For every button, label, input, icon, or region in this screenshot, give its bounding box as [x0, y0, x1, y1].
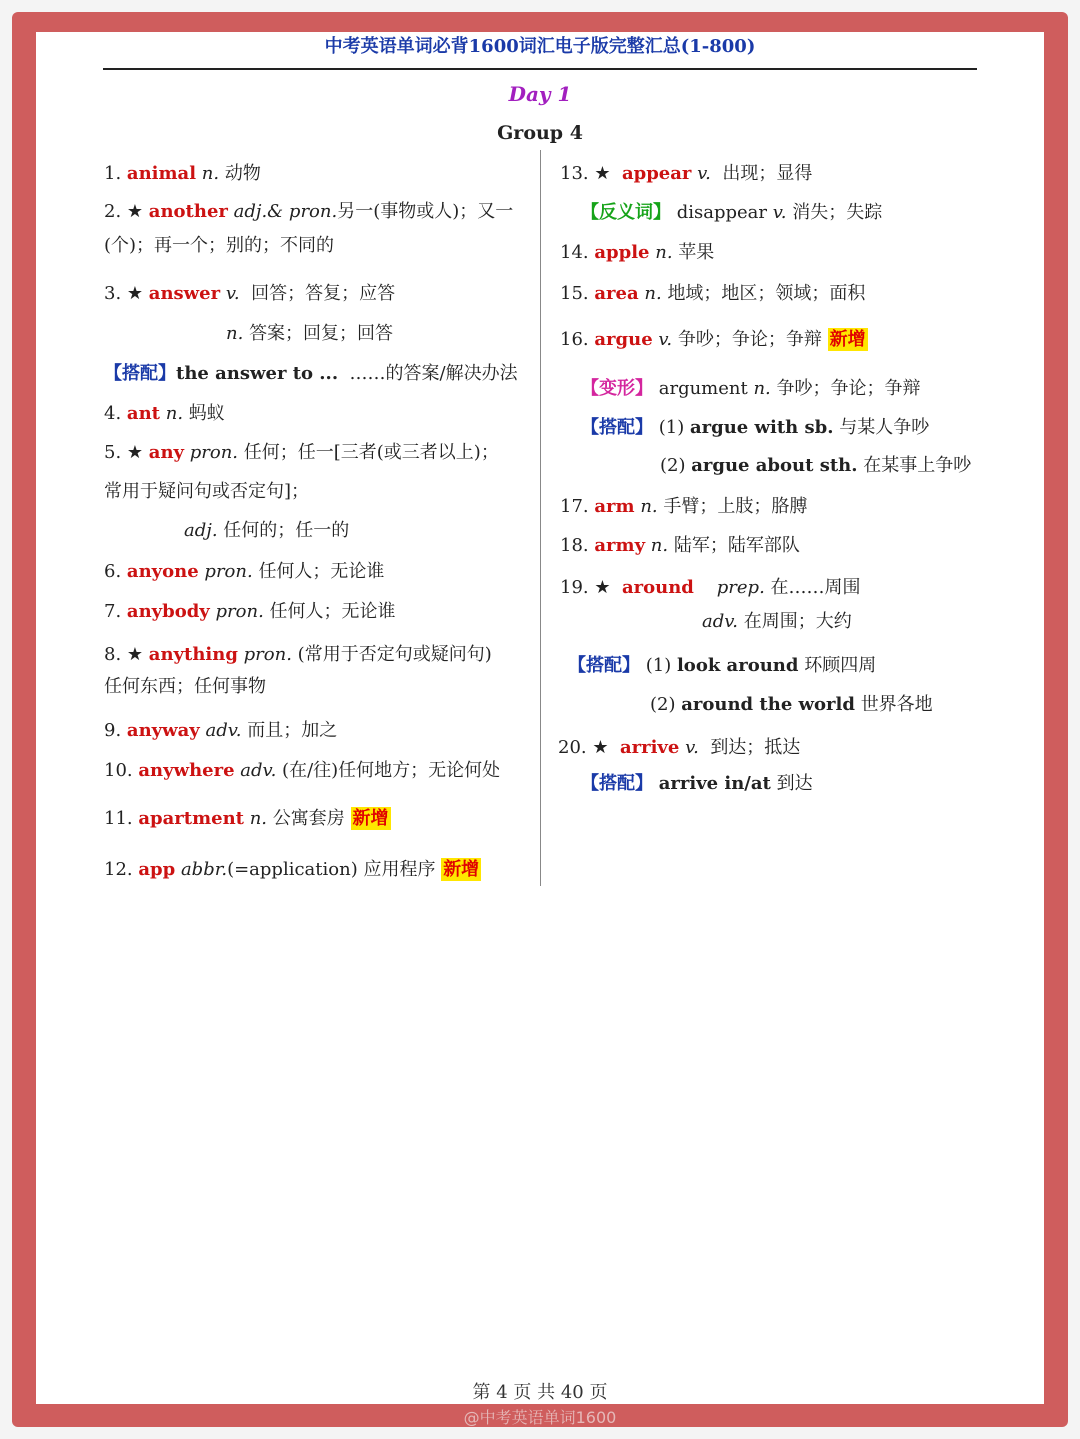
entry-definition: 任何人；无论谁 — [269, 601, 396, 622]
entry-6 — [104, 560, 384, 584]
entry-16-variant — [581, 377, 921, 401]
entry-pos: v. — [697, 163, 711, 184]
collocation-phrase: look around — [676, 655, 799, 676]
star-icon: ★ — [594, 163, 611, 184]
entry-number: 1. — [104, 163, 122, 184]
entry-pos: n. — [640, 496, 658, 517]
entry-word: area — [594, 283, 639, 304]
collocation-index: (1) — [658, 417, 685, 438]
entry-19-collocation-2 — [650, 693, 933, 717]
entry-20 — [558, 736, 800, 760]
page-footer: 第 4 页 共 40 页 — [472, 1382, 608, 1403]
collocation-phrase: arrive in/at — [658, 773, 771, 794]
entry-13-antonym — [581, 201, 882, 225]
entry-definition: 任何人；无论谁 — [258, 561, 385, 582]
entry-number: 13. — [560, 163, 589, 184]
entry-number: 16. — [560, 329, 589, 350]
entry-3 — [104, 282, 395, 306]
entry-2-continued: (个)；再一个；别的；不同的 — [104, 235, 335, 256]
entry-7 — [104, 600, 396, 624]
entry-number: 7. — [104, 601, 122, 622]
collocation-phrase: argue about sth. — [691, 455, 858, 476]
entry-4 — [104, 402, 225, 426]
star-icon: ★ — [126, 201, 144, 222]
entry-word: arrive — [619, 737, 680, 758]
entry-number: 4. — [104, 403, 122, 424]
collocation-index: (1) — [645, 655, 672, 676]
entry-pos: adv. — [205, 720, 242, 741]
entry-pos: n. — [753, 378, 771, 399]
entry-definition: 地域；地区；领域；面积 — [667, 283, 866, 304]
entry-2 — [104, 200, 513, 224]
entry-word: any — [148, 442, 185, 463]
collocation-definition: 环顾四周 — [804, 655, 877, 676]
new-badge: 新增 — [352, 808, 389, 829]
entry-3-collocation — [104, 362, 518, 386]
entry-13 — [560, 162, 812, 186]
entry-pos: prep. — [716, 577, 765, 598]
entry-number: 19. — [560, 577, 589, 598]
collocation-tag: 【搭配】 — [581, 773, 653, 794]
collocation-definition: 与某人争吵 — [839, 417, 930, 438]
star-icon: ★ — [126, 442, 144, 463]
collocation-tag: 【搭配】 — [568, 655, 640, 676]
collocation-definition: 世界各地 — [860, 694, 933, 715]
collocation-phrase: the answer to ... — [176, 363, 339, 384]
entry-word: ant — [126, 403, 160, 424]
entry-definition: 任何的；任一的 — [223, 520, 350, 541]
entry-definition: 争吵；争论；争辩 — [677, 329, 822, 350]
new-badge: 新增 — [443, 859, 480, 880]
entry-16 — [560, 328, 868, 352]
entry-word: app — [138, 859, 176, 880]
document-page — [36, 32, 1044, 1427]
entry-5-continued: 常用于疑问句或否定句]； — [104, 481, 310, 502]
entry-number: 20. — [558, 737, 587, 758]
entry-definition: (在/往)任何地方；无论何处 — [282, 760, 501, 781]
entry-pos: pron. — [189, 442, 239, 463]
entry-definition: 争吵；争论；争辩 — [776, 378, 921, 399]
entry-8-continued: 任何东西；任何事物 — [104, 676, 266, 697]
entry-definition: 而且；加之 — [247, 720, 338, 741]
entry-definition: 公寓套房 — [272, 808, 345, 829]
entry-5 — [104, 441, 499, 465]
entry-pos: v. — [772, 202, 787, 223]
entry-pos: pron. — [204, 561, 253, 582]
entry-number: 14. — [560, 242, 589, 263]
entry-pos: adv. — [702, 611, 739, 632]
entry-number: 10. — [104, 760, 133, 781]
entry-pos: n. — [249, 808, 268, 829]
entry-11 — [104, 807, 391, 831]
entry-pos: n. — [165, 403, 184, 424]
entry-18 — [560, 534, 800, 558]
entry-pos: n. — [201, 163, 220, 184]
entry-19-adv — [702, 610, 852, 634]
entry-definition: 回答；答复；应答 — [251, 283, 396, 304]
antonym-tag: 【反义词】 — [581, 202, 671, 223]
entry-number: 9. — [104, 720, 122, 741]
entry-19-collocation-1 — [568, 654, 876, 678]
collocation-definition: 到达 — [776, 773, 813, 794]
entry-word: anyway — [126, 720, 200, 741]
collocation-index: (2) — [650, 694, 676, 715]
entry-definition: 答案；回复；回答 — [249, 323, 394, 344]
entry-number: 11. — [104, 808, 133, 829]
entry-12 — [104, 858, 481, 882]
entry-14 — [560, 241, 714, 265]
entry-pos: v. — [658, 329, 673, 350]
entry-number: 8. — [104, 644, 122, 665]
entry-word: army — [594, 535, 646, 556]
entry-pos: v. — [685, 737, 699, 758]
entry-definition: 蚂蚁 — [188, 403, 225, 424]
entry-pos: n. — [644, 283, 662, 304]
collocation-tag: 【搭配】 — [104, 363, 176, 384]
variant-word: argument — [658, 378, 748, 399]
entry-pos: v. — [225, 283, 240, 304]
entry-number: 17. — [560, 496, 589, 517]
entry-pos: n. — [650, 535, 669, 556]
collocation-phrase: around the world — [681, 694, 855, 715]
entry-number: 15. — [560, 283, 589, 304]
entry-word: argue — [594, 329, 653, 350]
star-icon: ★ — [126, 283, 144, 304]
entry-definition: 在周围；大约 — [743, 611, 852, 632]
entry-pos: adj.& pron. — [233, 201, 338, 222]
entry-9 — [104, 719, 337, 743]
star-icon: ★ — [126, 644, 144, 665]
entry-pos: n. — [655, 242, 673, 263]
entry-17 — [560, 495, 807, 519]
entry-pos: abbr. — [180, 859, 228, 880]
entry-number: 6. — [104, 561, 122, 582]
entry-definition: 任何；任一[三者(或三者以上)； — [243, 442, 499, 463]
new-badge: 新增 — [829, 329, 866, 350]
entry-word: around — [621, 577, 694, 598]
entry-16-collocation-2 — [660, 454, 971, 478]
entry-pos: n. — [226, 323, 244, 344]
entry-pos: adj. — [184, 520, 218, 541]
collocation-tag: 【搭配】 — [581, 417, 653, 438]
entry-word: anyone — [126, 561, 199, 582]
antonym-word: disappear — [676, 202, 768, 223]
entry-definition: 苹果 — [678, 242, 715, 263]
entry-definition: 在……周围 — [770, 577, 861, 598]
entry-15 — [560, 282, 865, 306]
entry-word: anywhere — [138, 760, 235, 781]
entry-word: anybody — [126, 601, 210, 622]
entry-1 — [104, 162, 261, 186]
entry-definition: 另一(事物或人)；又一 — [337, 201, 514, 222]
header-rule — [103, 68, 977, 70]
entry-definition: 到达；抵达 — [710, 737, 801, 758]
entry-19 — [560, 576, 861, 600]
entry-number: 5. — [104, 442, 122, 463]
entry-number: 12. — [104, 859, 133, 880]
collocation-definition: ……的答案/解决办法 — [349, 363, 518, 384]
star-icon: ★ — [592, 737, 609, 758]
entry-definition: 手臂；上肢；胳膊 — [663, 496, 808, 517]
entry-3-noun — [226, 322, 393, 346]
entry-20-collocation — [581, 772, 813, 796]
entry-definition: 出现；显得 — [722, 163, 813, 184]
entry-number: 2. — [104, 201, 122, 222]
entry-word: apple — [594, 242, 650, 263]
entry-word: arm — [594, 496, 635, 517]
entry-word: another — [148, 201, 228, 222]
star-icon: ★ — [594, 577, 611, 598]
watermark: @中考英语单词1600 — [463, 1408, 617, 1427]
entry-word: appear — [621, 163, 692, 184]
collocation-definition: 在某事上争吵 — [863, 455, 972, 476]
collocation-phrase: argue with sb. — [689, 417, 834, 438]
collocation-index: (2) — [660, 455, 686, 476]
entry-word: animal — [126, 163, 197, 184]
entry-pos: pron. — [243, 644, 292, 665]
entry-word: anything — [148, 644, 238, 665]
entry-word: answer — [148, 283, 221, 304]
entry-word: apartment — [138, 808, 244, 829]
entry-pos: adv. — [240, 760, 277, 781]
document-header: 中考英语单词必背1600词汇电子版完整汇总(1-800) — [324, 36, 756, 57]
day-title: Day 1 — [508, 82, 572, 106]
entry-definition: (=application) 应用程序 — [227, 859, 436, 880]
entry-definition: 动物 — [224, 163, 261, 184]
entry-number: 3. — [104, 283, 122, 304]
entry-pos: pron. — [215, 601, 264, 622]
entry-number: 18. — [560, 535, 589, 556]
variant-tag: 【变形】 — [581, 378, 653, 399]
entry-16-collocation-1 — [581, 416, 929, 440]
entry-definition: (常用于否定句或疑问句) — [297, 644, 492, 665]
entry-8 — [104, 643, 492, 667]
entry-definition: 陆军；陆军部队 — [673, 535, 800, 556]
entry-definition: 消失；失踪 — [792, 202, 883, 223]
group-title: Group 4 — [497, 122, 583, 144]
column-divider — [540, 150, 541, 886]
entry-10 — [104, 759, 500, 783]
entry-5-adj — [184, 519, 349, 543]
